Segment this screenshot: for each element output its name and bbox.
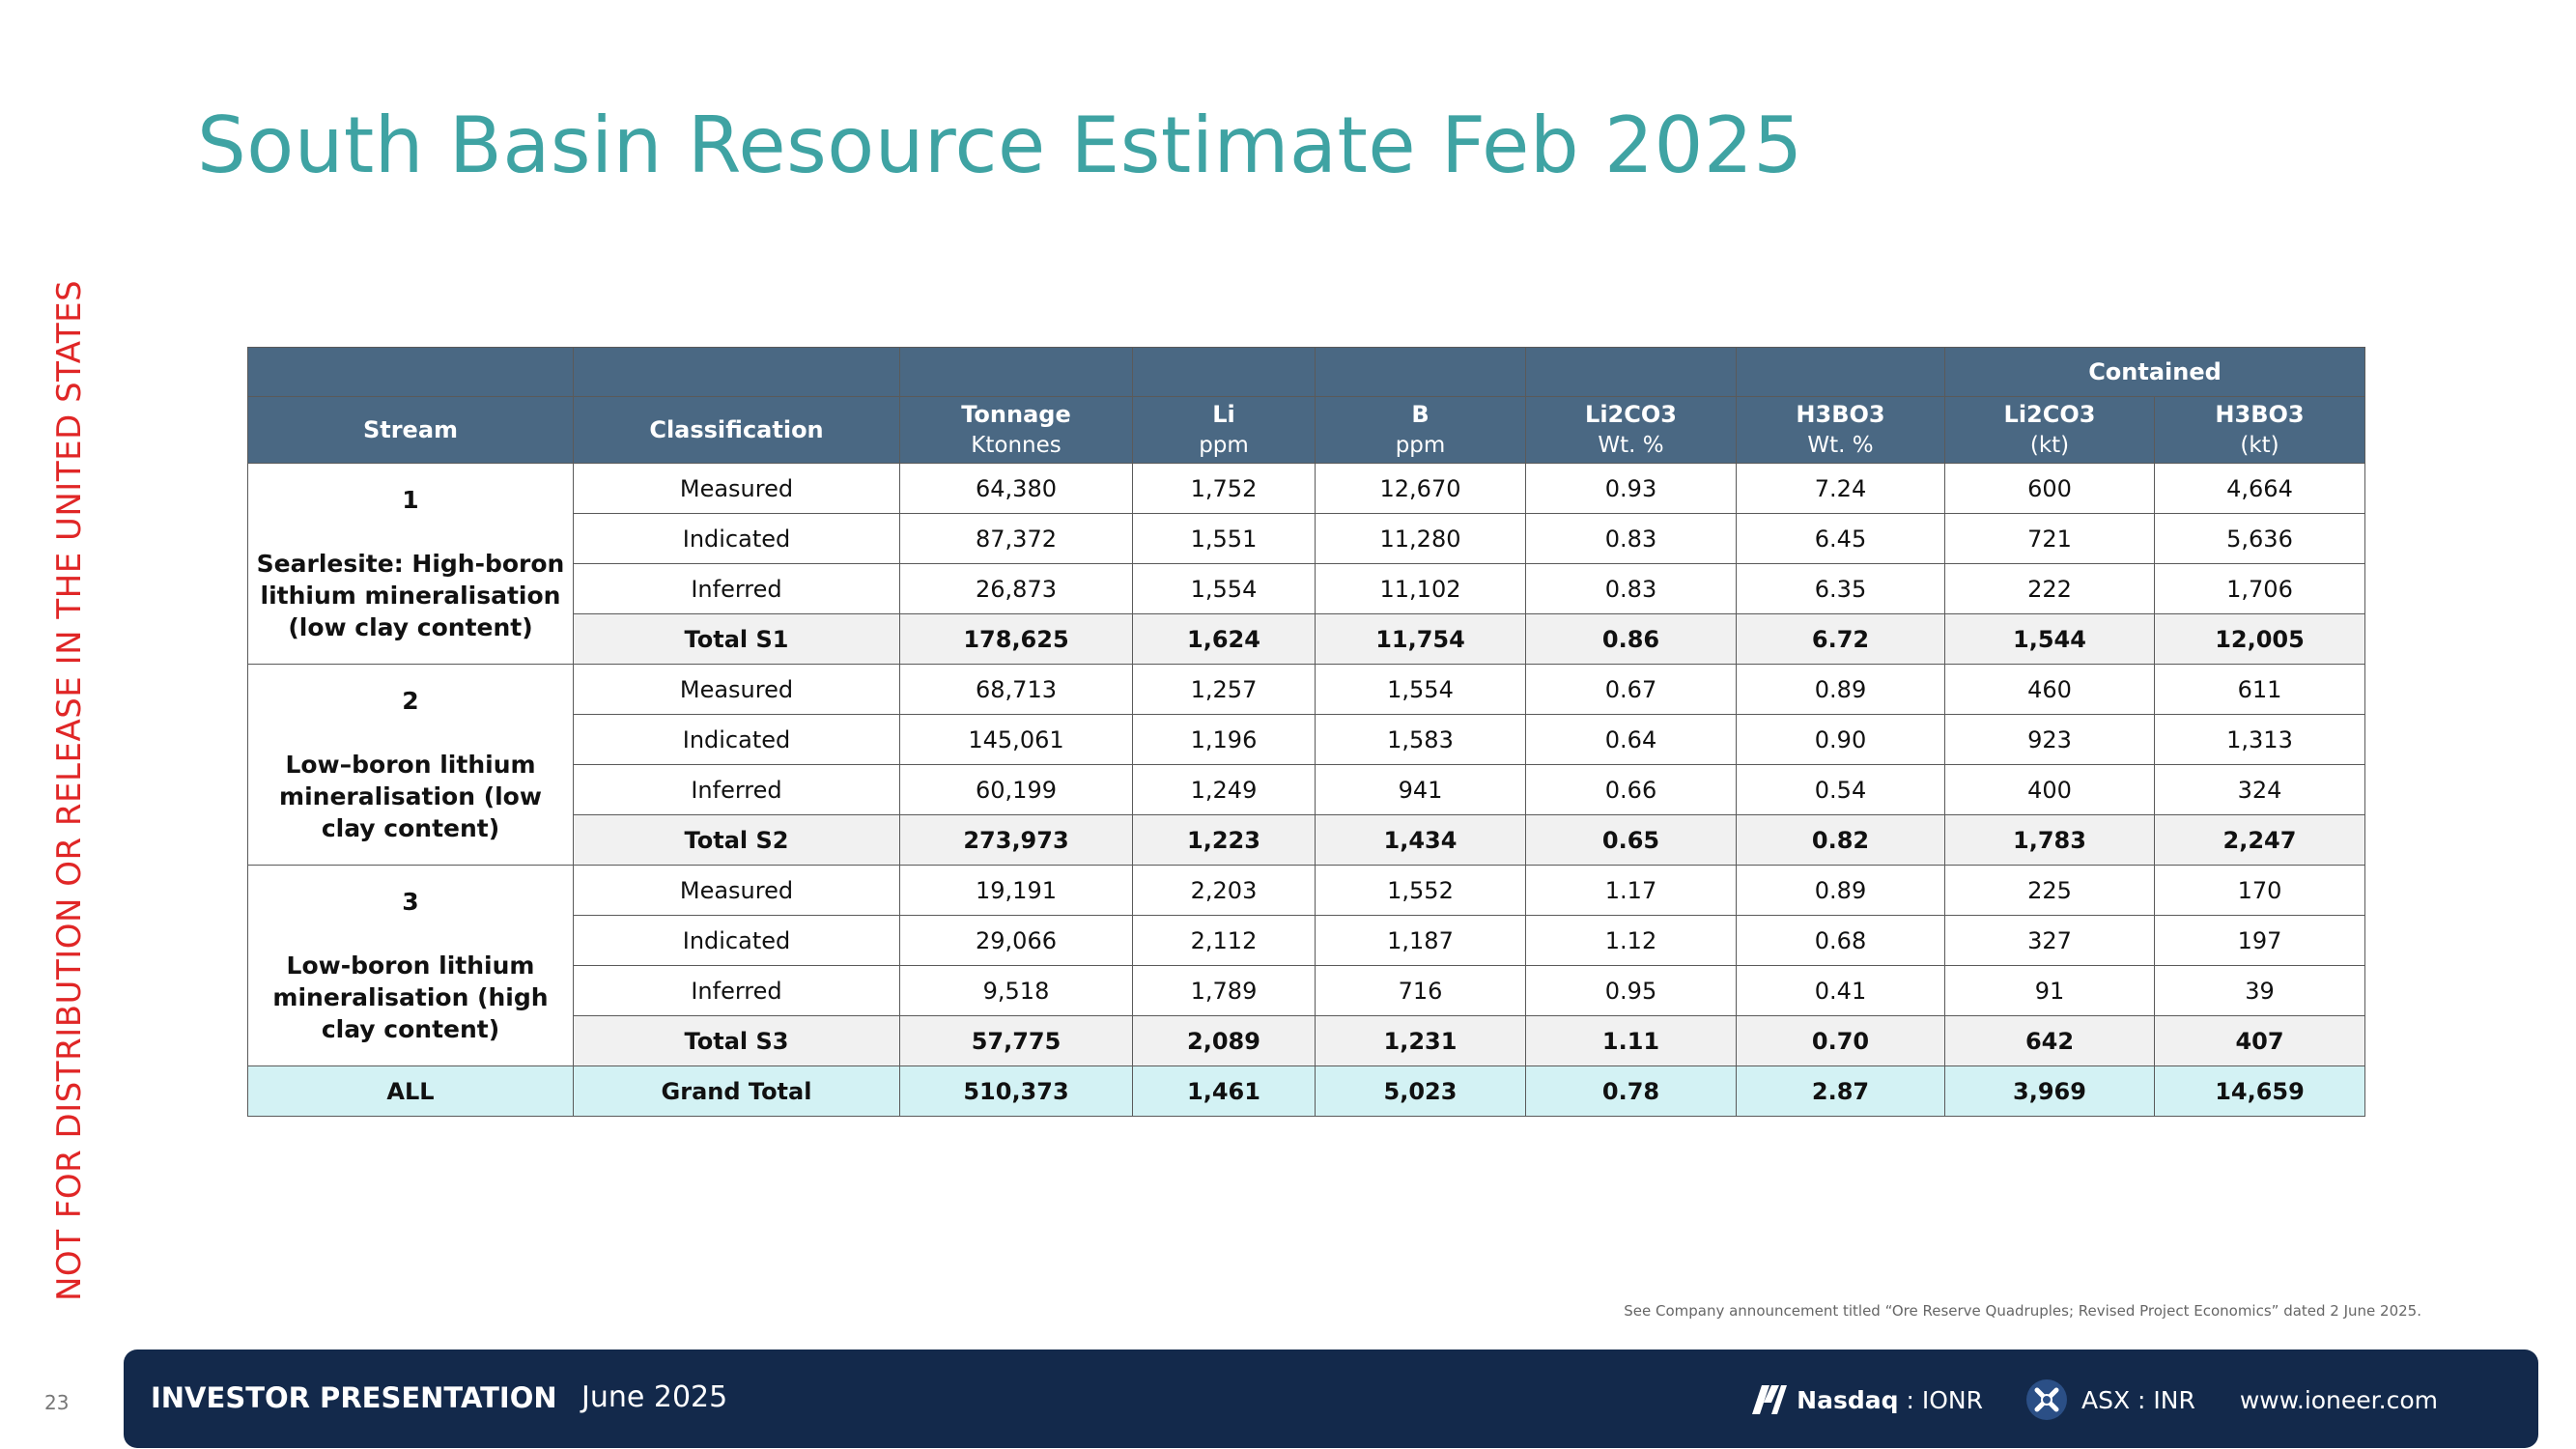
value-cell: 721 — [1945, 514, 2155, 564]
table-row — [248, 464, 2365, 514]
value-cell: 400 — [1945, 765, 2155, 815]
value-cell: 716 — [1316, 966, 1526, 1016]
value-cell: 0.90 — [1737, 715, 1945, 765]
value-cell: 1,249 — [1133, 765, 1316, 815]
stream-number: 1 — [402, 486, 419, 514]
value-cell: 64,380 — [900, 464, 1133, 514]
value-cell: 2,203 — [1133, 866, 1316, 916]
value-cell: 1,706 — [2155, 564, 2365, 614]
value-cell: 1,461 — [1133, 1066, 1316, 1117]
value-cell: 1,196 — [1133, 715, 1316, 765]
value-cell: 5,023 — [1316, 1066, 1526, 1117]
page-title: South Basin Resource Estimate Feb 2025 — [197, 100, 1803, 190]
value-cell: 1,554 — [1133, 564, 1316, 614]
value-cell: 0.78 — [1526, 1066, 1737, 1117]
value-cell: 5,636 — [2155, 514, 2365, 564]
classification-cell: Measured — [574, 464, 900, 514]
column-header-h3bo3-contained: H3BO3 (kt) — [2155, 397, 2365, 464]
value-cell: 2.87 — [1737, 1066, 1945, 1117]
table-body — [248, 464, 2365, 1117]
value-cell: 1,544 — [1945, 614, 2155, 665]
value-cell: 57,775 — [900, 1016, 1133, 1066]
value-cell: 1,624 — [1133, 614, 1316, 665]
value-cell: 3,969 — [1945, 1066, 2155, 1117]
value-cell: 11,754 — [1316, 614, 1526, 665]
value-cell: 1.17 — [1526, 866, 1737, 916]
value-cell: 222 — [1945, 564, 2155, 614]
value-cell: 324 — [2155, 765, 2365, 815]
value-cell: 0.82 — [1737, 815, 1945, 866]
value-cell: 1,231 — [1316, 1016, 1526, 1066]
value-cell: 9,518 — [900, 966, 1133, 1016]
footnote: See Company announcement titled “Ore Reserve Quadruples; Revised Project Economics” dated 2 June 2025. — [1624, 1302, 2421, 1320]
stream-number: 3 — [402, 888, 419, 916]
value-cell: 611 — [2155, 665, 2365, 715]
value-cell: 0.93 — [1526, 464, 1737, 514]
value-cell: 7.24 — [1737, 464, 1945, 514]
classification-cell: Total S3 — [574, 1016, 900, 1066]
value-cell: 0.86 — [1526, 614, 1737, 665]
column-header-row — [248, 397, 2365, 464]
value-cell: 1.11 — [1526, 1016, 1737, 1066]
value-cell: 19,191 — [900, 866, 1133, 916]
value-cell: 1,554 — [1316, 665, 1526, 715]
stream-number: 2 — [402, 687, 419, 715]
value-cell: 4,664 — [2155, 464, 2365, 514]
value-cell: 11,102 — [1316, 564, 1526, 614]
value-cell: 1,551 — [1133, 514, 1316, 564]
value-cell: 0.67 — [1526, 665, 1737, 715]
value-cell: 14,659 — [2155, 1066, 2365, 1117]
classification-cell: Indicated — [574, 514, 900, 564]
value-cell: 12,670 — [1316, 464, 1526, 514]
column-header-h3bo3-grade: H3BO3 Wt. % — [1737, 397, 1945, 464]
column-header-b: B ppm — [1316, 397, 1526, 464]
group-header-row — [248, 348, 2365, 397]
asx-logo-icon — [2025, 1378, 2068, 1421]
column-header-classification: Classification — [574, 397, 900, 464]
value-cell: 0.68 — [1737, 916, 1945, 966]
value-cell: 0.41 — [1737, 966, 1945, 1016]
value-cell: 0.70 — [1737, 1016, 1945, 1066]
value-cell: 1,257 — [1133, 665, 1316, 715]
value-cell: 87,372 — [900, 514, 1133, 564]
value-cell: 6.35 — [1737, 564, 1945, 614]
stream-name: Low-boron lithium mineralisation (high clay content) — [272, 952, 549, 1043]
grand-total-row — [248, 1066, 2365, 1117]
value-cell: 1.12 — [1526, 916, 1737, 966]
value-cell: 460 — [1945, 665, 2155, 715]
value-cell: 407 — [2155, 1016, 2365, 1066]
nasdaq-logo-icon — [1750, 1383, 1789, 1416]
footer-right — [1750, 1378, 2438, 1421]
value-cell: 0.89 — [1737, 866, 1945, 916]
value-cell: 170 — [2155, 866, 2365, 916]
value-cell: 1,223 — [1133, 815, 1316, 866]
table-row — [248, 866, 2365, 916]
grand-total-stream-cell: ALL — [248, 1066, 574, 1117]
value-cell: 1,752 — [1133, 464, 1316, 514]
value-cell: 510,373 — [900, 1066, 1133, 1117]
grand-total-label: Grand Total — [574, 1066, 900, 1117]
value-cell: 11,280 — [1316, 514, 1526, 564]
value-cell: 0.65 — [1526, 815, 1737, 866]
footer-bar — [124, 1350, 2538, 1448]
contained-header: Contained — [1945, 348, 2365, 397]
value-cell: 39 — [2155, 966, 2365, 1016]
value-cell: 2,112 — [1133, 916, 1316, 966]
value-cell: 0.64 — [1526, 715, 1737, 765]
classification-cell: Total S2 — [574, 815, 900, 866]
value-cell: 12,005 — [2155, 614, 2365, 665]
value-cell: 60,199 — [900, 765, 1133, 815]
classification-cell: Total S1 — [574, 614, 900, 665]
value-cell: 600 — [1945, 464, 2155, 514]
classification-cell: Indicated — [574, 916, 900, 966]
classification-cell: Measured — [574, 665, 900, 715]
classification-cell: Measured — [574, 866, 900, 916]
value-cell: 145,061 — [900, 715, 1133, 765]
stream-cell — [248, 866, 574, 1066]
value-cell: 1,434 — [1316, 815, 1526, 866]
value-cell: 68,713 — [900, 665, 1133, 715]
stream-name: Low–boron lithium mineralisation (low clay content) — [279, 751, 542, 842]
value-cell: 941 — [1316, 765, 1526, 815]
value-cell: 29,066 — [900, 916, 1133, 966]
value-cell: 0.66 — [1526, 765, 1737, 815]
column-header-li2co3-contained: Li2CO3 (kt) — [1945, 397, 2155, 464]
value-cell: 197 — [2155, 916, 2365, 966]
footer-label: INVESTOR PRESENTATION — [151, 1381, 557, 1414]
value-cell: 1,187 — [1316, 916, 1526, 966]
value-cell: 0.83 — [1526, 514, 1737, 564]
value-cell: 6.72 — [1737, 614, 1945, 665]
value-cell: 0.54 — [1737, 765, 1945, 815]
footer-date: June 2025 — [581, 1380, 728, 1414]
value-cell: 0.95 — [1526, 966, 1737, 1016]
value-cell: 178,625 — [900, 614, 1133, 665]
column-header-stream: Stream — [248, 397, 574, 464]
classification-cell: Inferred — [574, 765, 900, 815]
stream-cell — [248, 665, 574, 866]
value-cell: 327 — [1945, 916, 2155, 966]
value-cell: 0.89 — [1737, 665, 1945, 715]
column-header-li2co3-grade: Li2CO3 Wt. % — [1526, 397, 1737, 464]
stream-cell — [248, 464, 574, 665]
column-header-li: Li ppm — [1133, 397, 1316, 464]
value-cell: 91 — [1945, 966, 2155, 1016]
resource-table — [247, 347, 2365, 1117]
distribution-notice: NOT FOR DISTRIBUTION OR RELEASE IN THE UNITED STATES — [50, 279, 89, 1301]
column-header-tonnage: Tonnage Ktonnes — [900, 397, 1133, 464]
value-cell: 0.83 — [1526, 564, 1737, 614]
value-cell: 2,089 — [1133, 1016, 1316, 1066]
nasdaq-ticker: Nasdaq : IONR — [1797, 1385, 1983, 1414]
value-cell: 273,973 — [900, 815, 1133, 866]
value-cell: 923 — [1945, 715, 2155, 765]
value-cell: 1,583 — [1316, 715, 1526, 765]
value-cell: 642 — [1945, 1016, 2155, 1066]
classification-cell: Inferred — [574, 564, 900, 614]
website-link[interactable]: www.ioneer.com — [2239, 1385, 2438, 1414]
value-cell: 26,873 — [900, 564, 1133, 614]
stream-name: Searlesite: High-boron lithium mineralisation (low clay content) — [256, 550, 565, 641]
table-row — [248, 665, 2365, 715]
value-cell: 2,247 — [2155, 815, 2365, 866]
classification-cell: Inferred — [574, 966, 900, 1016]
value-cell: 1,313 — [2155, 715, 2365, 765]
value-cell: 6.45 — [1737, 514, 1945, 564]
value-cell: 1,552 — [1316, 866, 1526, 916]
page-number: 23 — [44, 1391, 70, 1414]
value-cell: 1,783 — [1945, 815, 2155, 866]
value-cell: 225 — [1945, 866, 2155, 916]
value-cell: 1,789 — [1133, 966, 1316, 1016]
classification-cell: Indicated — [574, 715, 900, 765]
asx-ticker: ASX : INR — [2081, 1385, 2195, 1414]
